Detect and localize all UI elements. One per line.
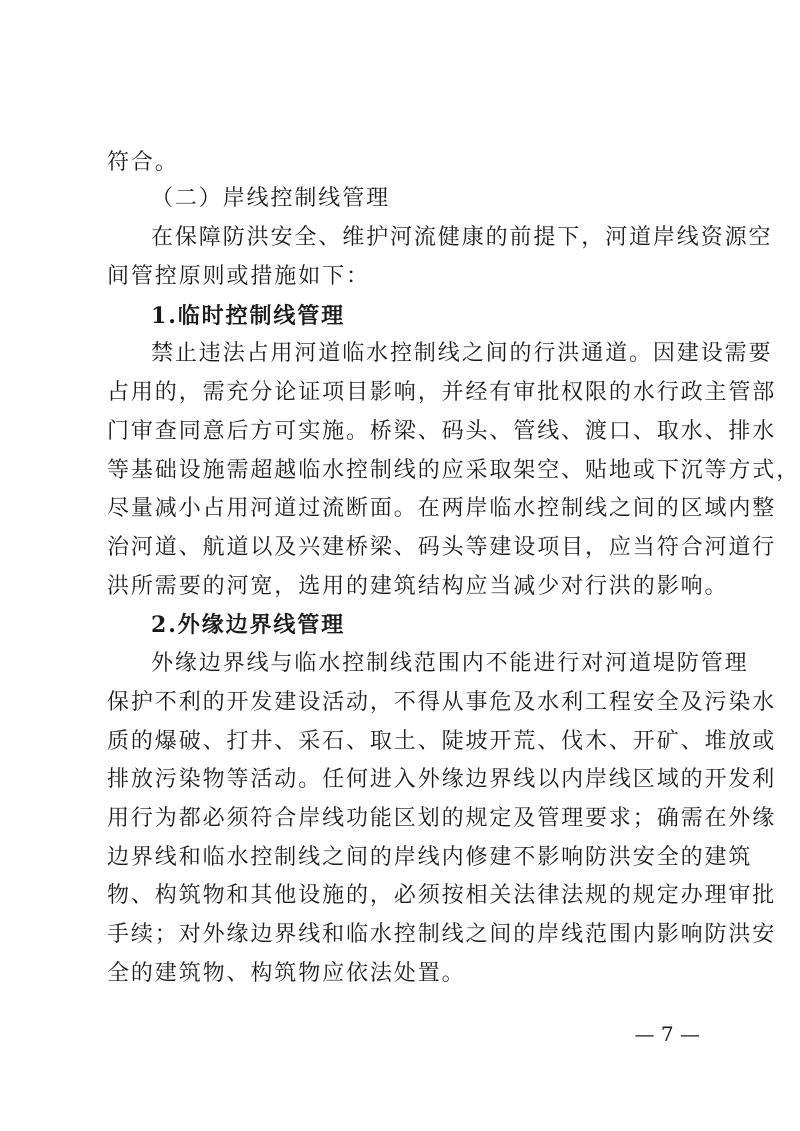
text-line: 等基础设施需超越临水控制线的应采取架空、贴地或下沉等方式， [107, 458, 800, 483]
text-line: 手续；对外缘边界线和临水控制线之间的岸线范围内影响防洪安 [107, 922, 777, 947]
text-line: 间管控原则或措施如下： [107, 264, 370, 289]
text-line: 在保障防洪安全、维护河流健康的前提下，河道岸线资源空 [151, 225, 773, 250]
text-line: 占用的，需充分论证项目影响，并经有审批权限的水行政主管部 [107, 380, 777, 405]
text-line: 物、构筑物和其他设施的，必须按相关法律法规的规定办理审批 [107, 883, 777, 908]
text-line: 全的建筑物、构筑物应依法处置。 [107, 961, 466, 986]
text-line: 边界线和临水控制线之间的岸线内修建不影响防洪安全的建筑 [107, 845, 753, 870]
text-line: 符合。 [107, 150, 179, 175]
text-line: 用行为都必须符合岸线功能区划的规定及管理要求；确需在外缘 [107, 806, 777, 831]
text-line: 质的爆破、打井、采石、取土、陡坡开荒、伐木、开矿、堆放或 [107, 729, 777, 754]
text-line: 尽量减小占用河道过流断面。在两岸临水控制线之间的区域内整 [107, 496, 777, 521]
text-line: 排放污染物等活动。任何进入外缘边界线以内岸线区域的开发利 [107, 767, 777, 792]
subsection-heading: 2.外缘边界线管理 [151, 612, 346, 638]
subsection-heading: 1.临时控制线管理 [151, 303, 346, 329]
text-line: 禁止违法占用河道临水控制线之间的行洪通道。因建设需要 [151, 341, 773, 366]
text-line: 外缘边界线与临水控制线范围内不能进行对河道堤防管理 [151, 651, 749, 676]
text-line: 保护不利的开发建设活动，不得从事危及水利工程安全及污染水 [107, 690, 777, 715]
page-number: — 7 — [634, 1022, 700, 1046]
text-line: 洪所需要的河宽，选用的建筑结构应当减少对行洪的影响。 [107, 574, 729, 599]
section-heading: （二）岸线控制线管理 [151, 186, 391, 211]
text-line: 门审查同意后方可实施。桥梁、码头、管线、渡口、取水、排水 [107, 419, 777, 444]
text-line: 治河道、航道以及兴建桥梁、码头等建设项目，应当符合河道行 [107, 535, 777, 560]
